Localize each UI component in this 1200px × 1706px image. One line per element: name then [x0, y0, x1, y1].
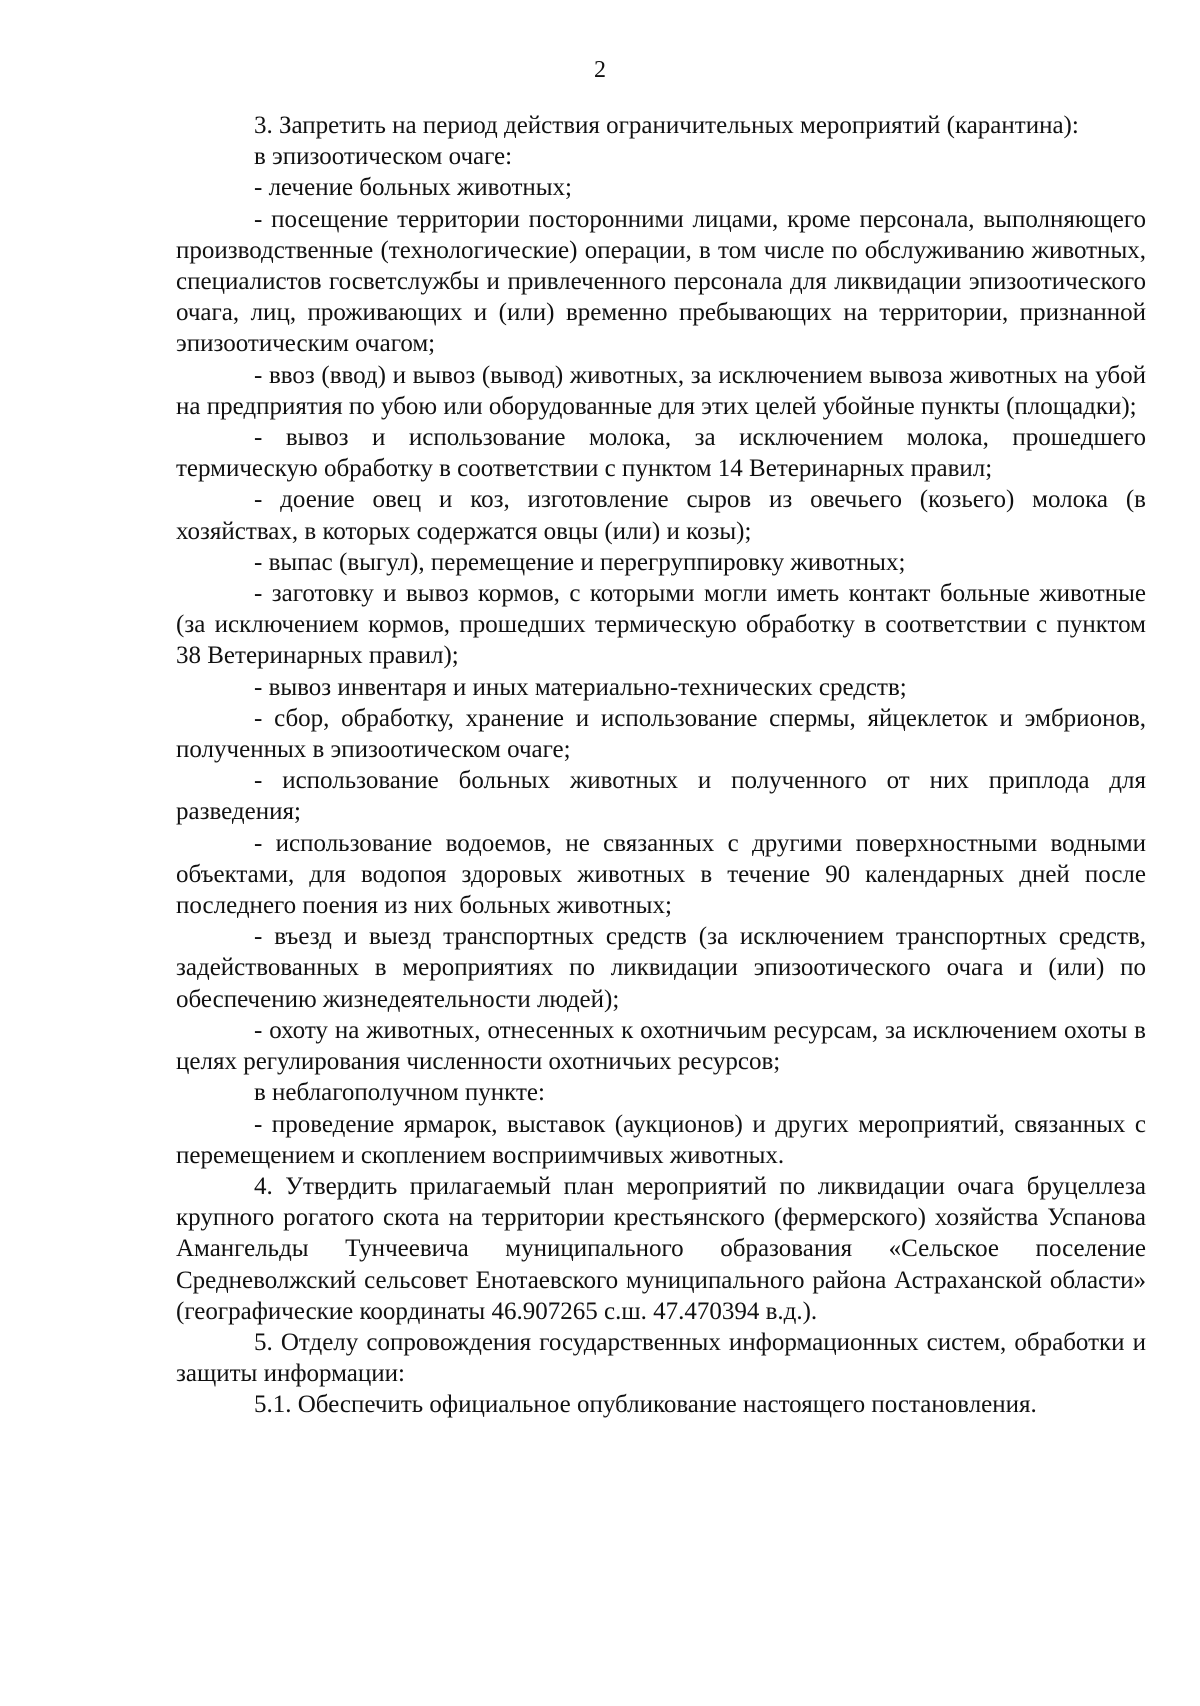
paragraph-4-plan-approval: 4. Утвердить прилагаемый план мероприятий по ликвидации очага бруцеллеза крупного рогатого скота на территории крестьянского (фермерского) хозяйства Успанова Амангельды Тунчеевича муниципального образования «Сельское поселение Средневолжский сельсовет Енотаевского муниципального района Астраханской области» (географические координаты 46.907265 с.ш. 47.470394 в.д.).: [176, 1172, 1146, 1325]
document-body: [176, 110, 1146, 1421]
paragraph-5-1-publication: 5.1. Обеспечить официальное опубликование настоящего постановления.: [254, 1391, 1037, 1419]
list-item: - лечение больных животных;: [254, 174, 572, 202]
list-item: - доение овец и коз, изготовление сыров из овечьего (козьего) молока (в хозяйствах, в которых содержатся овцы (или) и козы);: [176, 486, 1146, 545]
list-item: - вывоз и использование молока, за исключением молока, прошедшего термическую обработку в соответствии с пунктом 14 Ветеринарных правил;: [176, 424, 1146, 483]
page-number: 2: [594, 57, 606, 83]
list-item: - заготовку и вывоз кормов, с которыми могли иметь контакт больные животные (за исключением кормов, прошедших термическую обработку в соответствии с пунктом 38 Ветеринарных правил);: [176, 580, 1146, 670]
list-item: - проведение ярмарок, выставок (аукционов) и других мероприятий, связанных с перемещением и скоплением восприимчивых животных.: [176, 1110, 1146, 1169]
list-item: - посещение территории посторонними лицами, кроме персонала, выполняющего производственные (технологические) операции, в том числе по обслуживанию животных, специалистов госветслужбы и привлеченного персонала для ликвидации эпизоотического очага, лиц, проживающих и (или) временно пребывающих на территории, признанной эпизоотическим очагом;: [176, 205, 1146, 358]
list-item: - использование водоемов, не связанных с другими поверхностными водными объектами, для водопоя здоровых животных в течение 90 календарных дней после последнего поения из них больных животных;: [176, 829, 1146, 920]
section-label-unfavorable-point: в неблагополучном пункте:: [254, 1079, 545, 1107]
list-item: - сбор, обработку, хранение и использование спермы, яйцеклеток и эмбрионов, полученных в эпизоотическом очаге;: [176, 704, 1146, 764]
list-item: - ввоз (ввод) и вывоз (вывод) животных, за исключением вывоза животных на убой на предприятия по убою или оборудованные для этих целей убойные пункты (площадки);: [176, 361, 1146, 420]
list-item: - выпас (выгул), перемещение и перегруппировку животных;: [254, 548, 906, 576]
list-item: - вывоз инвентаря и иных материально-технических средств;: [254, 673, 907, 701]
paragraph-3-prohibitions: 3. Запретить на период действия ограничительных мероприятий (карантина):: [254, 112, 1079, 139]
list-item: - въезд и выезд транспортных средств (за исключением транспортных средств, задействованных в мероприятиях по ликвидации эпизоотического очага и (или) по обеспечению жизнедеятельности людей);: [176, 923, 1146, 1013]
section-label-epizootic-focus: в эпизоотическом очаге:: [254, 143, 513, 171]
list-item: - использование больных животных и полученного от них приплода для разведения;: [176, 767, 1146, 826]
list-item: - охоту на животных, отнесенных к охотничьим ресурсам, за исключением охоты в целях регулирования численности охотничьих ресурсов;: [176, 1016, 1146, 1076]
paragraph-5-department: 5. Отделу сопровождения государственных информационных систем, обработки и защиты информации:: [176, 1328, 1146, 1388]
